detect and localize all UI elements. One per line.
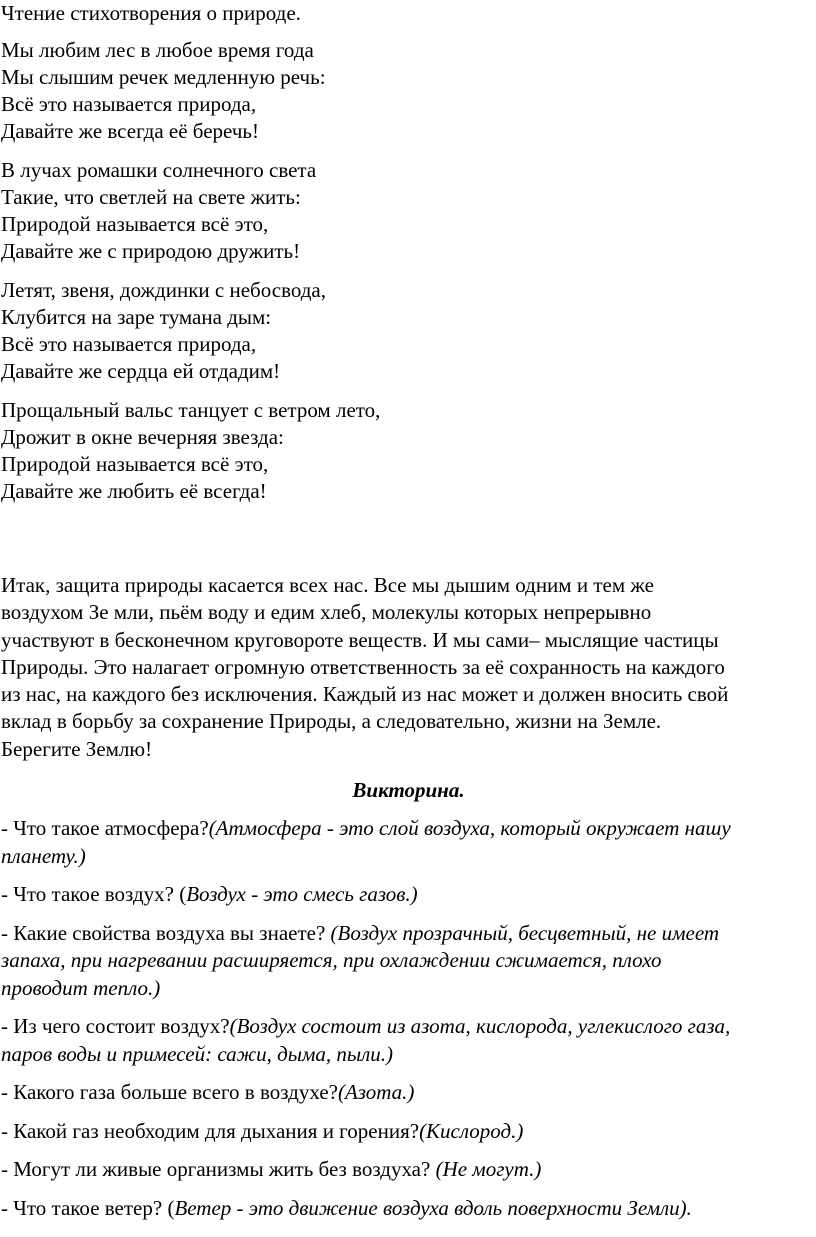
quiz-question: - Что такое атмосфера? — [1, 816, 209, 841]
intro-line: Чтение стихотворения о природе. — [1, 1, 301, 25]
quiz-item — [1, 1013, 816, 1068]
poem-line: Давайте же всегда её беречь! — [1, 119, 259, 143]
paragraph-line: воздухом Зе мли, пьём воду и едим хлеб, молекулы которых непрерывно — [1, 600, 652, 625]
quiz-answer: (Воздух прозрачный, бесцветный, не имеет — [330, 920, 720, 945]
poem-stanza-3 — [1, 277, 816, 385]
poem-line: Давайте же с природою дружить! — [1, 239, 301, 263]
quiz-question: - Какие свойства воздуха вы знаете? — [1, 920, 331, 945]
quiz-answer-continued: проводит тепло.) — [1, 975, 161, 1000]
poem-line: Летят, звеня, дождинки с небосвода, — [1, 278, 326, 302]
quiz-item — [1, 920, 816, 1003]
poem-line: Всё это называется природа, — [1, 92, 257, 116]
poem-line: Прощальный вальс танцует с ветром лето, — [1, 398, 381, 422]
paragraph-line: участвуют в бесконечном круговороте веществ. И мы сами– мыслящие частицы — [1, 627, 719, 652]
poem-line: Такие, что светлей на свете жить: — [1, 185, 301, 209]
quiz-question: - Какой газ необходим для дыхания и горения? — [1, 1118, 420, 1143]
quiz-list — [1, 815, 816, 1222]
quiz-item — [1, 1079, 816, 1107]
poem-line: В лучах ромашки солнечного света — [1, 158, 317, 182]
quiz-answer: (Не могут.) — [435, 1157, 542, 1182]
quiz-item — [1, 1156, 816, 1184]
poem-line: Клубится на заре тумана дым: — [1, 305, 272, 329]
poem-line: Природой называется всё это, — [1, 452, 269, 476]
quiz-answer-continued: планету.) — [1, 843, 86, 868]
quiz-answer: Воздух - это смесь газов.) — [186, 882, 418, 907]
quiz-question: - Что такое ветер? ( — [1, 1195, 175, 1220]
quiz-answer: (Воздух состоит из азота, кислорода, углекислого газа, — [229, 1014, 731, 1039]
conclusion-paragraph — [1, 572, 816, 763]
quiz-question: - Могут ли живые организмы жить без воздуха? — [1, 1157, 436, 1182]
quiz-item — [1, 1118, 816, 1146]
quiz-question: - Что такое воздух? ( — [1, 882, 187, 907]
poem-line: Природой называется всё это, — [1, 212, 269, 236]
quiz-item — [1, 815, 816, 870]
quiz-answer: Ветер - это движение воздуха вдоль поверхности Земли). — [174, 1195, 692, 1220]
paragraph-line: Берегите Землю! — [1, 736, 153, 761]
poem-line: Всё это называется природа, — [1, 332, 257, 356]
quiz-answer-continued: паров воды и примесей: сажи, дыма, пыли.) — [1, 1041, 394, 1066]
section-gap — [1, 517, 816, 572]
poem-stanza-1 — [1, 37, 816, 145]
poem-line: Дрожит в окне вечерняя звезда: — [1, 425, 284, 449]
paragraph-line: вклад в борьбу за сохранение Природы, а следовательно, жизни на Земле. — [1, 709, 662, 734]
quiz-title: Викторина. — [352, 778, 465, 803]
poem-stanza-4 — [1, 397, 816, 505]
poem-line: Давайте же любить её всегда! — [1, 479, 267, 503]
poem-line: Мы слышим речек медленную речь: — [1, 65, 326, 89]
quiz-answer: (Кислород.) — [419, 1118, 524, 1143]
document-page — [1, 0, 816, 1233]
quiz-answer: (Атмосфера - это слой воздуха, который окружает нашу — [208, 816, 731, 841]
poem-line: Давайте же сердца ей отдадим! — [1, 359, 281, 383]
paragraph-line: Итак, защита природы касается всех нас. Все мы дышим одним и тем же — [1, 573, 654, 597]
quiz-item — [1, 1195, 816, 1223]
quiz-question: - Какого газа больше всего в воздухе? — [1, 1080, 338, 1105]
poem-stanza-2 — [1, 157, 816, 265]
quiz-item — [1, 881, 816, 909]
quiz-answer-continued: запаха, при нагревании расширяется, при охлаждении сжимается, плохо — [1, 948, 662, 973]
quiz-answer: (Азота.) — [337, 1080, 415, 1105]
quiz-question: - Из чего состоит воздух? — [1, 1014, 230, 1039]
paragraph-line: из нас, на каждого без исключения. Каждый из нас может и должен вносить свой — [1, 682, 729, 707]
poem-line: Мы любим лес в любое время года — [1, 38, 314, 62]
paragraph-line: Природы. Это налагает огромную ответственность за её сохранность на каждого — [1, 654, 725, 679]
